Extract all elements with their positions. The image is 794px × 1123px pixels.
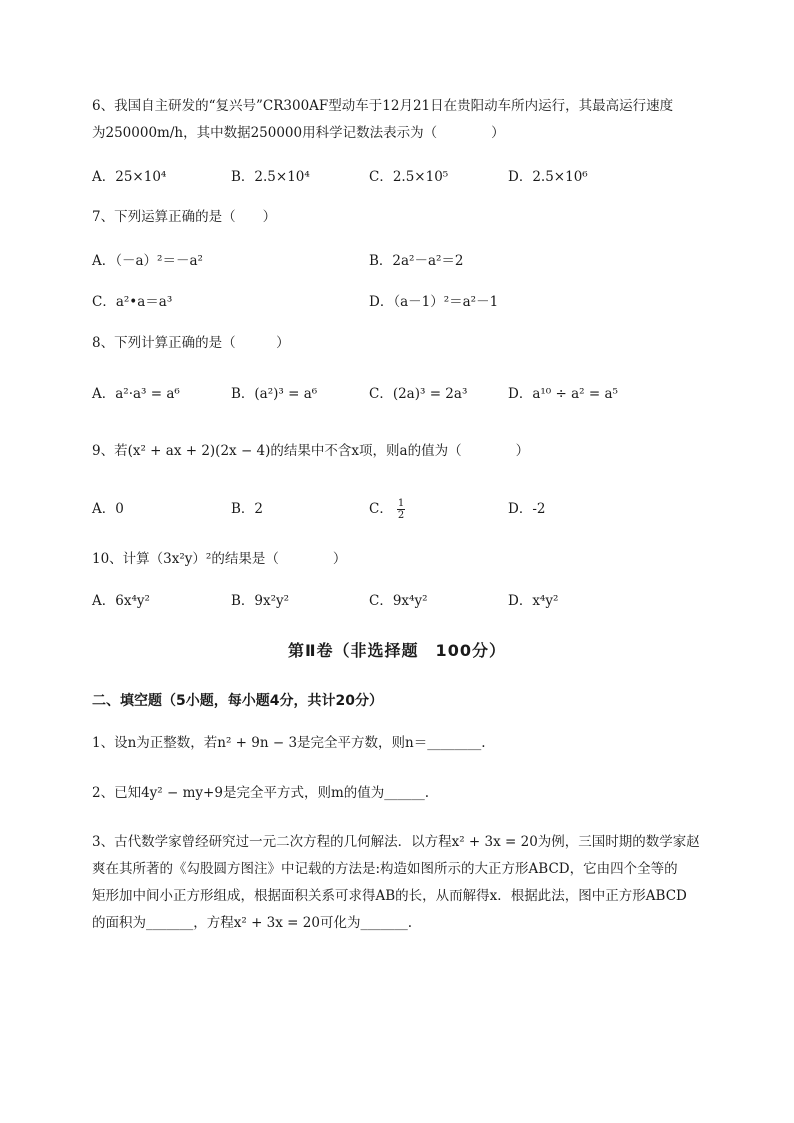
q6-option-b[interactable]: B．2.5×10⁴ [231,169,310,185]
fill-question-2: 2、已知4y² − my+9是完全平方式，则m的值为______. [92,785,430,801]
question-9-options [92,496,742,526]
fill-in-blank-heading: 二、填空题（5小题，每小题4分，共计20分） [92,693,383,709]
question-7-stem: 7、下列运算正确的是（ ） [92,209,277,225]
q8-option-d[interactable]: D．a¹⁰ ÷ a² = a⁵ [508,386,618,402]
q6-option-d[interactable]: D．2.5×10⁶ [508,169,588,185]
fraction-denominator: 2 [397,510,405,521]
fill-question-3-line-4: 的面积为_______，方程x² + 3x = 20可化为_______. [92,915,412,931]
question-10-stem: 10、计算（3x²y）²的结果是（ ） [92,551,347,567]
q8-option-c[interactable]: C．(2a)³ = 2a³ [369,386,468,402]
q10-option-c[interactable]: C．9x⁴y² [369,593,428,609]
fill-question-3-line-2: 爽在其所著的《勾股圆方图注》中记载的方法是:构造如图所示的大正方形ABCD，它由四个全等的 [92,861,678,877]
question-9-stem: 9、若(x² + ax + 2)(2x − 4)的结果中不含x项，则a的值为（ ） [92,443,530,459]
q6-option-c[interactable]: C．2.5×10⁵ [369,169,449,185]
q7-option-b[interactable]: B．2a²－a²＝2 [369,253,464,269]
q10-option-d[interactable]: D．x⁴y² [508,593,559,609]
question-10-options [92,588,742,615]
q9-option-b[interactable]: B．2 [231,501,264,517]
q7-option-a[interactable]: A．（－a）²＝－a² [92,253,203,269]
section-2-title: 第Ⅱ卷（非选择题 100分） [288,641,506,660]
question-7-options-row-1 [92,248,742,275]
question-7-options-row-2 [92,289,742,316]
fraction-numerator: 1 [397,498,405,509]
q7-option-d[interactable]: D．（a－1）²＝a²－1 [369,294,499,310]
q8-option-b[interactable]: B．(a²)³ = a⁶ [231,386,318,402]
fill-question-3-line-1: 3、古代数学家曾经研究过一元二次方程的几何解法．以方程x² + 3x = 20为例，三国时期的数学家赵 [92,834,700,850]
question-8-stem: 8、下列计算正确的是（ ） [92,335,290,351]
question-6-line-2: 为250000m/h，其中数据250000用科学记数法表示为（ ） [92,125,505,141]
question-6-line-1: 6、我国自主研发的“复兴号”CR300AF型动车于12月21日在贵阳动车所内运行，其最高运行速度 [92,98,674,114]
q9-option-c-label: C． [369,501,393,517]
one-half-fraction [397,498,405,521]
q7-option-c[interactable]: C．a²•a＝a³ [92,294,173,310]
fill-question-1: 1、设n为正整数，若n² + 9n − 3是完全平方数，则n＝________. [92,735,486,751]
q9-option-c[interactable] [369,496,405,523]
q9-option-d[interactable]: D．-2 [508,501,546,517]
q8-option-a[interactable]: A．a²·a³ = a⁶ [92,386,180,402]
fill-question-3-line-3: 矩形加中间小正方形组成，根据面积关系可求得AB的长，从而解得x．根据此法，图中正方形ABCD [92,888,687,904]
q10-option-a[interactable]: A．6x⁴y² [92,593,150,609]
q10-option-b[interactable]: B．9x²y² [231,593,290,609]
q9-option-a[interactable]: A．0 [92,501,124,517]
question-8-options [92,381,742,408]
question-6-options [92,164,742,191]
q6-option-a[interactable]: A．25×10⁴ [92,169,167,185]
